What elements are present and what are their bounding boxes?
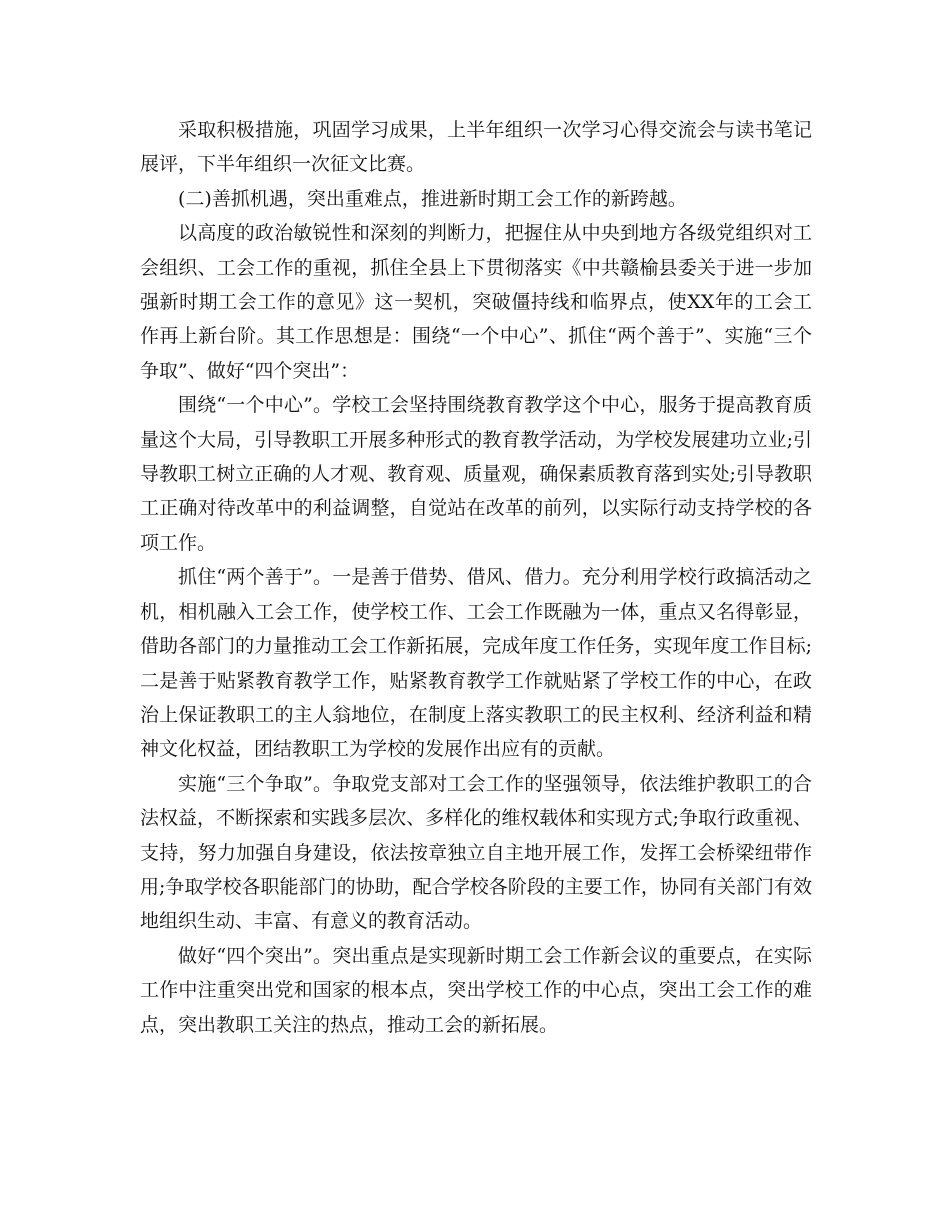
paragraph-study-measures: 采取积极措施，巩固学习成果，上半年组织一次学习心得交流会与读书笔记展评，下半年组织一次征文比赛。 bbox=[140, 119, 812, 176]
paragraph-one-center: 围绕“一个中心”。学校工会坚持围绕教育教学这个中心，服务于提高教育质量这个大局，引导教职工开展多种形式的教育教学活动，为学校发展建功立业;引导教职工树立正确的人才观、教育观、质量观，确保素质教育落到实处;引导教职工正确对待改革中的利益调整，自觉站在改革的前列，以实际行动支持学校的各项工作。 bbox=[140, 394, 812, 554]
document-body bbox=[140, 113, 812, 1042]
paragraph-four-highlight: 做好“四个突出”。突出重点是实现新时期工会工作新会议的重要点，在实际工作中注重突出党和国家的根本点，突出学校工作的中心点，突出工会工作的难点，突出教职工关注的热点，推动工会的新拓展。 bbox=[140, 944, 812, 1036]
paragraph-three-strive: 实施“三个争取”。争取党支部对工会工作的坚强领导，依法维护教职工的合法权益，不断探索和实践多层次、多样化的维权载体和实现方式;争取行政重视、支持，努力加强自身建设，依法按章独立自主地开展工作，发挥工会桥梁纽带作用;争取学校各职能部门的协助，配合学校各阶段的主要工作，协同有关部门有效地组织生动、丰富、有意义的教育活动。 bbox=[140, 772, 812, 933]
paragraph-work-thinking: 以高度的政治敏锐性和深刻的判断力，把握住从中央到地方各级党组织对工会组织、工会工作的重视，抓住全县上下贯彻落实《中共赣榆县委关于进一步加强新时期工会工作的意见》这一契机，突破僵持线和临界点，使XX年的工会工作再上新台阶。其工作思想是：围绕“一个中心”、抓住“两个善于”、实施“三个争取”、做好“四个突出”： bbox=[140, 222, 812, 382]
paragraph-two-good-at: 抓住“两个善于”。一是善于借势、借风、借力。充分利用学校行政搞活动之机，相机融入工会工作，使学校工作、工会工作既融为一体，重点又名得彰显，借助各部门的力量推动工会工作新拓展，完成年度工作任务，实现年度工作目标;二是善于贴紧教育教学工作，贴紧教育教学工作就贴紧了学校工作的中心，在政治上保证教职工的主人翁地位，在制度上落实教职工的民主权利、经济利益和精神文化权益，团结教职工为学校的发展作出应有的贡献。 bbox=[140, 566, 812, 761]
section-heading-two: (二)善抓机遇，突出重难点，推进新时期工会工作的新跨越。 bbox=[178, 187, 687, 210]
